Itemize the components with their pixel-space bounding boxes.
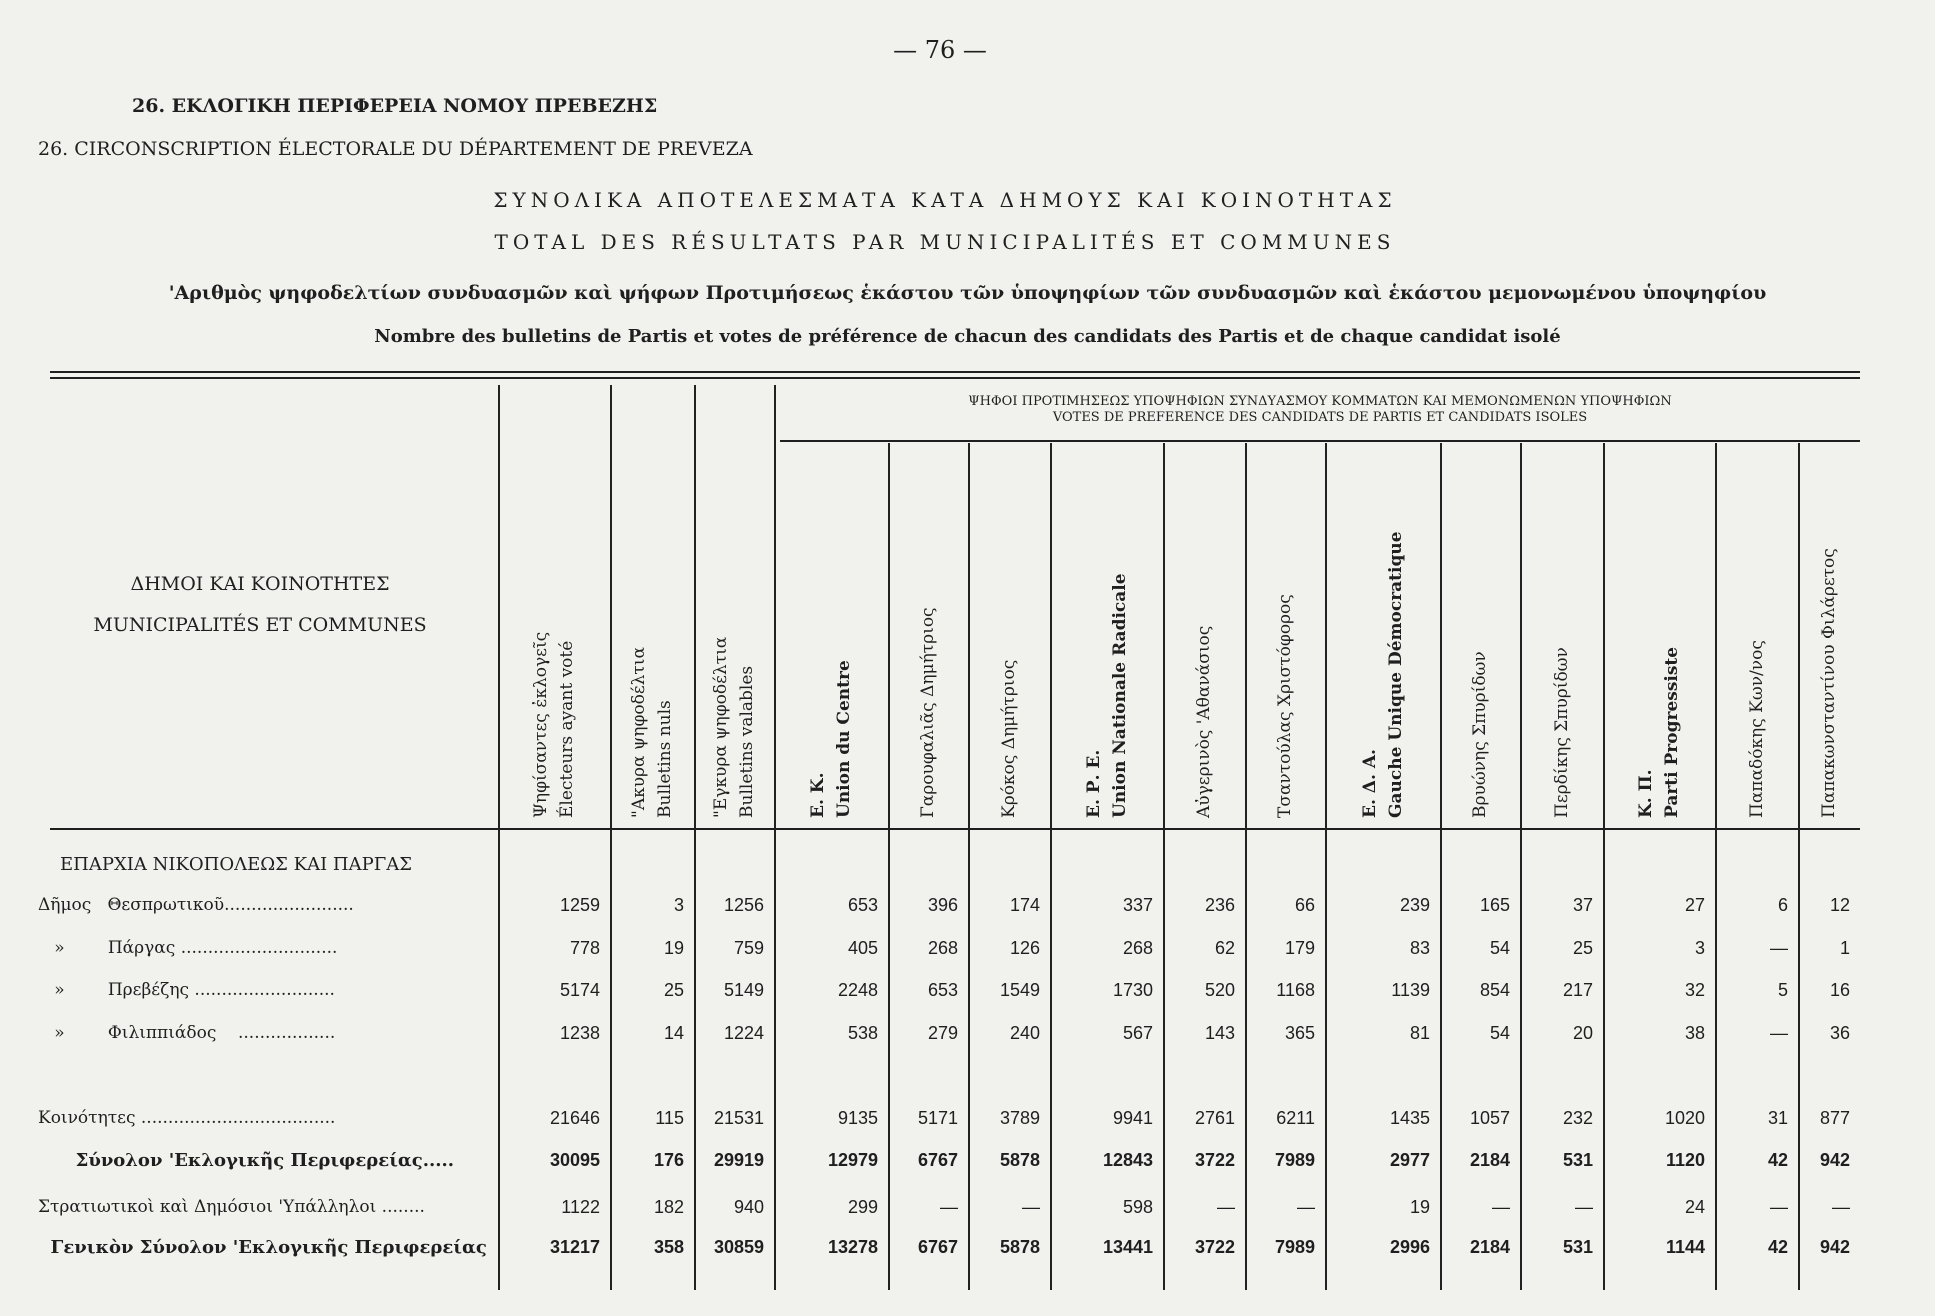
preference-votes-header bbox=[780, 394, 1860, 426]
column-header bbox=[1253, 518, 1317, 818]
column-header-line1: Κρόκος Δημήτριος bbox=[999, 659, 1019, 818]
table-cell: — bbox=[1832, 1197, 1850, 1217]
table-cell: 1139 bbox=[1391, 980, 1430, 1000]
column-header bbox=[702, 518, 766, 818]
row-label: » Πρεβέζης .......................... bbox=[38, 980, 335, 1000]
column-header-line1: Ε. Ρ. Ε. bbox=[1083, 749, 1104, 818]
table-cell: 9135 bbox=[837, 1108, 878, 1128]
table-cell: 1256 bbox=[723, 895, 764, 915]
row-label: Σύνολον 'Εκλογικῆς Περιφερείας..... bbox=[38, 1150, 455, 1171]
table-cell: — bbox=[1770, 938, 1788, 958]
table-cell: 942 bbox=[1819, 1150, 1850, 1170]
column-header-line1: "Ακυρα ψηφοδέλτια bbox=[629, 647, 649, 818]
table-top-rule-second bbox=[50, 377, 1860, 379]
table-cell: 2996 bbox=[1389, 1237, 1430, 1257]
table-cell: 24 bbox=[1684, 1197, 1705, 1217]
section-heading: ΕΠΑΡΧΙΑ ΝΙΚΟΠΟΛΕΩΣ ΚΑΙ ΠΑΡΓΑΣ bbox=[60, 854, 412, 875]
table-cell: 1549 bbox=[999, 980, 1040, 1000]
column-rule bbox=[1325, 443, 1327, 1290]
column-header-line1: Κ. Π. bbox=[1636, 769, 1656, 818]
column-header-line1: Αὐγερινὸς 'Αθανάσιος bbox=[1194, 625, 1214, 818]
column-header-line2: Union Nationale Radicale bbox=[1109, 573, 1130, 818]
column-header bbox=[1627, 518, 1691, 818]
table-cell: — bbox=[1297, 1197, 1315, 1217]
table-cell: 5878 bbox=[999, 1237, 1040, 1257]
table-cell: — bbox=[1770, 1023, 1788, 1043]
title-greek: ΣΥΝΟΛΙΚΑ ΑΠΟΤΕΛΕΣΜΑΤΑ ΚΑΤΑ ΔΗΜΟΥΣ ΚΑΙ ΚΟΙΝΟΤΗΤΑΣ bbox=[493, 188, 1397, 212]
row-label: Στρατιωτικοὶ καὶ Δημόσιοι 'Υπάλληλοι ........ bbox=[38, 1197, 425, 1217]
column-header-line2: Bulletins nuls bbox=[655, 700, 675, 818]
column-header-line1: Τσαντούλας Χριστόφορος bbox=[1275, 594, 1295, 818]
table-cell: 21646 bbox=[549, 1108, 600, 1128]
table-cell: 143 bbox=[1204, 1023, 1235, 1043]
table-cell: 2248 bbox=[837, 980, 878, 1000]
header-bottom-rule bbox=[50, 828, 1860, 830]
table-cell: 877 bbox=[1819, 1108, 1850, 1128]
table-cell: 37 bbox=[1572, 895, 1593, 915]
column-header bbox=[1351, 518, 1415, 818]
subtitle-greek: 'Αριθμὸς ψηφοδελτίων συνδυασμῶν καὶ ψήφων Προτιμήσεως ἑκάστου τῶν ὑποψηφίων τῶν συνδυασμῶν καὶ ἑκάστου μεμονωμένου ὑποψηφίου bbox=[168, 282, 1767, 304]
corner-header-french: MUNICIPALITÉS ET COMMUNES bbox=[93, 614, 427, 636]
table-cell: 32 bbox=[1684, 980, 1705, 1000]
row-label: » Φιλιππιάδος .................. bbox=[38, 1023, 336, 1043]
table-cell: 6767 bbox=[917, 1237, 958, 1257]
table-cell: 6767 bbox=[917, 1150, 958, 1170]
table-top-rule bbox=[50, 371, 1860, 373]
table-cell: 940 bbox=[733, 1197, 764, 1217]
table-cell: — bbox=[1575, 1197, 1593, 1217]
table-cell: 165 bbox=[1479, 895, 1510, 915]
table-cell: 538 bbox=[847, 1023, 878, 1043]
table-cell: 3722 bbox=[1194, 1150, 1235, 1170]
table-cell: 36 bbox=[1829, 1023, 1850, 1043]
page-number: — 76 — bbox=[893, 36, 987, 64]
column-header-line2: Parti Progressiste bbox=[1662, 646, 1682, 818]
table-cell: 3722 bbox=[1194, 1237, 1235, 1257]
column-header-line1: Περδίκης Σπυρίδων bbox=[1551, 647, 1572, 818]
table-cell: 179 bbox=[1284, 938, 1315, 958]
table-cell: 19 bbox=[663, 938, 684, 958]
table-cell: 1259 bbox=[559, 895, 600, 915]
table-cell: 653 bbox=[847, 895, 878, 915]
column-header-line2: Électeurs ayant voté bbox=[557, 640, 577, 818]
table-cell: 405 bbox=[847, 938, 878, 958]
table-cell: 6211 bbox=[1276, 1108, 1315, 1128]
table-cell: 531 bbox=[1562, 1150, 1593, 1170]
pref-header-rule bbox=[780, 440, 1860, 442]
table-cell: 1435 bbox=[1389, 1108, 1430, 1128]
table-cell: 174 bbox=[1009, 895, 1040, 915]
table-cell: 7989 bbox=[1274, 1237, 1315, 1257]
column-header-line1: Ε. Κ. bbox=[808, 772, 828, 818]
subtitle-french: Nombre des bulletins de Partis et votes de préférence de chacun des candidats des Partis et de chaque candidat isolé bbox=[374, 326, 1561, 347]
table-cell: 29919 bbox=[713, 1150, 764, 1170]
column-header bbox=[1530, 518, 1594, 818]
column-header bbox=[799, 518, 863, 818]
table-cell: 279 bbox=[927, 1023, 958, 1043]
table-cell: 1238 bbox=[559, 1023, 600, 1043]
preference-votes-header-greek: ΨΗΦΟΙ ΠΡΟΤΙΜΗΣΕΩΣ ΥΠΟΨΗΦΙΩΝ ΣΥΝΔΥΑΣΜΟΥ ΚΟΜΜΑΤΩΝ ΚΑΙ ΜΕΜΟΝΩΜΕΝΩΝ ΥΠΟΨΗΦΙΩΝ bbox=[968, 394, 1672, 409]
table-cell: 232 bbox=[1562, 1108, 1593, 1128]
table-cell: 217 bbox=[1562, 980, 1593, 1000]
table-cell: 337 bbox=[1122, 895, 1153, 915]
table-cell: 854 bbox=[1479, 980, 1510, 1000]
table-cell: 2761 bbox=[1194, 1108, 1235, 1128]
table-cell: 115 bbox=[655, 1108, 684, 1128]
row-label: Κοινότητες .................................... bbox=[38, 1108, 336, 1128]
table-cell: 3789 bbox=[999, 1108, 1040, 1128]
table-cell: 3 bbox=[673, 895, 684, 915]
table-cell: — bbox=[1217, 1197, 1235, 1217]
column-header bbox=[1448, 518, 1512, 818]
table-cell: 5149 bbox=[723, 980, 764, 1000]
preference-votes-header-french: VOTES DE PREFERENCE DES CANDIDATS DE PARTIS ET CANDIDATS ISOLES bbox=[1052, 410, 1588, 425]
table-cell: 13441 bbox=[1102, 1237, 1153, 1257]
column-rule bbox=[1050, 443, 1052, 1290]
column-header-line1: Παπαδόκης Κων/νος bbox=[1746, 640, 1767, 818]
table-cell: 16 bbox=[1829, 980, 1850, 1000]
table-cell: 42 bbox=[1767, 1150, 1788, 1170]
row-label: » Πάργας ............................. bbox=[38, 938, 338, 958]
column-header bbox=[977, 518, 1041, 818]
table-cell: 1120 bbox=[1665, 1150, 1705, 1170]
row-label: Δῆμος Θεσπρωτικοῦ........................ bbox=[38, 895, 354, 915]
table-cell: 268 bbox=[1122, 938, 1153, 958]
table-cell: 365 bbox=[1284, 1023, 1315, 1043]
table-cell: 1168 bbox=[1276, 980, 1315, 1000]
column-header-line2: Gauche Unique Démocratique bbox=[1385, 531, 1406, 818]
column-header bbox=[1725, 518, 1789, 818]
table-cell: 531 bbox=[1562, 1237, 1593, 1257]
table-cell: 778 bbox=[569, 938, 600, 958]
table-cell: 38 bbox=[1684, 1023, 1705, 1043]
table-cell: 6 bbox=[1777, 895, 1788, 915]
table-cell: 176 bbox=[653, 1150, 684, 1170]
table-cell: 30859 bbox=[713, 1237, 764, 1257]
table-cell: 236 bbox=[1204, 895, 1235, 915]
table-cell: 19 bbox=[1409, 1197, 1430, 1217]
table-cell: 2977 bbox=[1389, 1150, 1430, 1170]
table-cell: 12 bbox=[1829, 895, 1850, 915]
table-cell: 27 bbox=[1684, 895, 1705, 915]
column-header-line2: Union du Centre bbox=[834, 660, 854, 818]
table-cell: 1057 bbox=[1469, 1108, 1510, 1128]
table-cell: 7989 bbox=[1274, 1150, 1315, 1170]
table-cell: 66 bbox=[1294, 895, 1315, 915]
corner-header-greek: ΔΗΜΟΙ ΚΑΙ ΚΟΙΝΟΤΗΤΕΣ bbox=[130, 573, 390, 595]
table-cell: 358 bbox=[653, 1237, 684, 1257]
table-cell: 1 bbox=[1839, 938, 1850, 958]
table-cell: 30095 bbox=[549, 1150, 600, 1170]
column-rule bbox=[774, 385, 776, 1290]
table-cell: 567 bbox=[1122, 1023, 1153, 1043]
heading-greek: 26. ΕΚΛΟΓΙΚΗ ΠΕΡΙΦΕΡΕΙΑ ΝΟΜΟΥ ΠΡΕΒΕΖΗΣ bbox=[132, 95, 658, 117]
table-cell: 12843 bbox=[1102, 1150, 1153, 1170]
table-cell: 182 bbox=[653, 1197, 684, 1217]
table-cell: 598 bbox=[1122, 1197, 1153, 1217]
column-header bbox=[522, 518, 586, 818]
table-cell: 759 bbox=[733, 938, 764, 958]
table-cell: 62 bbox=[1214, 938, 1235, 958]
table-cell: 396 bbox=[927, 895, 958, 915]
table-cell: 1020 bbox=[1664, 1108, 1705, 1128]
table-cell: 81 bbox=[1409, 1023, 1430, 1043]
table-cell: 31217 bbox=[549, 1237, 600, 1257]
table-cell: — bbox=[1770, 1197, 1788, 1217]
table-cell: 268 bbox=[927, 938, 958, 958]
table-cell: 42 bbox=[1767, 1237, 1788, 1257]
table-cell: 13278 bbox=[827, 1237, 878, 1257]
column-header-line1: Παπακωνσταντίνου Φιλάρετος bbox=[1819, 548, 1839, 818]
column-header bbox=[1075, 518, 1139, 818]
table-cell: 239 bbox=[1399, 895, 1430, 915]
table-cell: 5171 bbox=[917, 1108, 958, 1128]
table-cell: 299 bbox=[847, 1197, 878, 1217]
table-cell: 5174 bbox=[559, 980, 600, 1000]
table-cell: 5 bbox=[1777, 980, 1788, 1000]
table-cell: 1224 bbox=[723, 1023, 764, 1043]
table-cell: 2184 bbox=[1469, 1150, 1510, 1170]
table-cell: 14 bbox=[663, 1023, 684, 1043]
column-header-line1: Ψηφίσαντες ἐκλογεῖς bbox=[531, 631, 551, 818]
table-cell: 1144 bbox=[1665, 1237, 1705, 1257]
column-header-line1: "Εγκυρα ψηφοδέλτια bbox=[711, 636, 731, 818]
table-cell: — bbox=[1022, 1197, 1040, 1217]
table-cell: — bbox=[1492, 1197, 1510, 1217]
title-french: TOTAL DES RÉSULTATS PAR MUNICIPALITÉS ET COMMUNES bbox=[494, 230, 1396, 254]
table-cell: 520 bbox=[1204, 980, 1235, 1000]
row-label: Γενικὸν Σύνολον 'Εκλογικῆς Περιφερείας bbox=[38, 1237, 487, 1258]
table-cell: 20 bbox=[1572, 1023, 1593, 1043]
table-cell: 942 bbox=[1819, 1237, 1850, 1257]
table-cell: 21531 bbox=[713, 1108, 764, 1128]
table-cell: 83 bbox=[1409, 938, 1430, 958]
table-cell: 240 bbox=[1009, 1023, 1040, 1043]
table-cell: 3 bbox=[1694, 938, 1705, 958]
table-cell: 25 bbox=[1572, 938, 1593, 958]
column-header bbox=[1172, 518, 1236, 818]
column-header-line1: Γαρουφαλιᾶς Δημήτριος bbox=[918, 607, 938, 818]
column-header-line1: Βρυώνης Σπυρίδων bbox=[1470, 651, 1490, 818]
table-cell: 9941 bbox=[1112, 1108, 1153, 1128]
table-cell: 54 bbox=[1489, 1023, 1510, 1043]
table-cell: 31 bbox=[1767, 1108, 1788, 1128]
table-cell: 126 bbox=[1009, 938, 1040, 958]
table-cell: 1122 bbox=[561, 1197, 600, 1217]
table-cell: 12979 bbox=[827, 1150, 878, 1170]
column-header-line1: Ε. Δ. Α. bbox=[1359, 749, 1380, 818]
table-cell: 2184 bbox=[1469, 1237, 1510, 1257]
table-cell: 54 bbox=[1489, 938, 1510, 958]
column-header bbox=[1797, 518, 1861, 818]
table-cell: 1730 bbox=[1112, 980, 1153, 1000]
column-header bbox=[896, 518, 960, 818]
table-cell: 5878 bbox=[999, 1150, 1040, 1170]
table-cell: 25 bbox=[663, 980, 684, 1000]
column-header bbox=[620, 518, 684, 818]
table-cell: — bbox=[940, 1197, 958, 1217]
column-header-line2: Bulletins valables bbox=[737, 665, 757, 818]
table-cell: 653 bbox=[927, 980, 958, 1000]
heading-french: 26. CIRCONSCRIPTION ÉLECTORALE DU DÉPARTEMENT DE PREVEZA bbox=[38, 138, 753, 160]
